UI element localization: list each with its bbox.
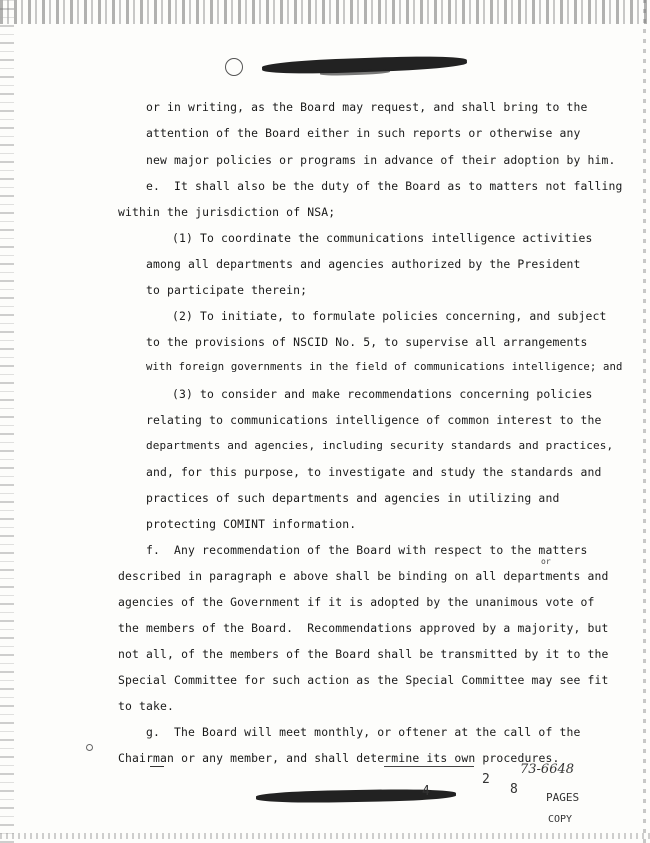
body-line-10: to the provisions of NSCID No. 5, to supervise all arrangements (146, 335, 588, 349)
scan-noise-top (0, 0, 650, 24)
body-line-6: (1) To coordinate the communications intelligence activities (172, 231, 593, 245)
body-line-2: attention of the Board either in such reports or otherwise any (146, 126, 581, 140)
body-line-13: relating to communications intelligence of common interest to the (146, 413, 602, 427)
body-line-15: and, for this purpose, to investigate and study the standards and (146, 465, 602, 479)
body-line-20: agencies of the Government if it is adopted by the unanimous vote of (118, 595, 595, 609)
body-line-8: to participate therein; (146, 283, 308, 297)
of-pages-number: 8 (510, 782, 518, 797)
handwritten-reference: 73-6648 (520, 762, 575, 777)
body-line-21: the members of the Board. Recommendations approved by a majority, but (118, 621, 609, 635)
body-line-22: not all, of the members of the Board shall be transmitted by it to the (118, 647, 609, 661)
body-line-7: among all departments and agencies authorized by the President (146, 257, 581, 271)
page-number: 4 (422, 784, 430, 799)
body-line-19: described in paragraph e above shall be binding on all departments and (118, 569, 609, 583)
body-line-4: e. It shall also be the duty of the Board as to matters not falling (146, 179, 623, 193)
copy-number: 2 (482, 772, 490, 787)
dash-mark (150, 766, 164, 767)
scan-edge-right (643, 0, 646, 843)
body-line-18: f. Any recommendation of the Board with respect to the matters (146, 543, 588, 557)
body-line-17: protecting COMINT information. (146, 517, 357, 531)
body-line-12: (3) to consider and make recommendations concerning policies (172, 387, 593, 401)
margin-bullet-icon (86, 744, 93, 751)
pages-label: PAGES (546, 791, 580, 804)
body-line-5: within the jurisdiction of NSA; (118, 205, 336, 219)
body-line-24: to take. (118, 699, 175, 713)
body-line-3: new major policies or programs in advance of their adoption by him. (146, 153, 616, 167)
body-line-9: (2) To initiate, to formulate policies concerning, and subject (172, 309, 607, 323)
body-line-16: practices of such departments and agencies in utilizing and (146, 491, 560, 505)
body-line-11: with foreign governments in the field of communications intelligence; and (146, 361, 623, 373)
body-line-25: g. The Board will meet monthly, or oftener at the call of the (146, 725, 581, 739)
body-line-23: Special Committee for such action as the Special Committee may see fit (118, 673, 609, 687)
body-line-14: departments and agencies, including security standards and practices, (146, 439, 614, 452)
stamp-circle-icon (225, 58, 243, 76)
body-line-26: Chairman or any member, and shall determine its own procedures. (118, 751, 560, 765)
scan-noise-left (0, 0, 14, 843)
scan-noise-bottom (0, 833, 650, 839)
margin-annotation: or (541, 557, 551, 566)
body-line-1: or in writing, as the Board may request, and shall bring to the (146, 100, 588, 114)
copy-number-label (384, 766, 474, 768)
copy-label: COPY (548, 814, 573, 825)
